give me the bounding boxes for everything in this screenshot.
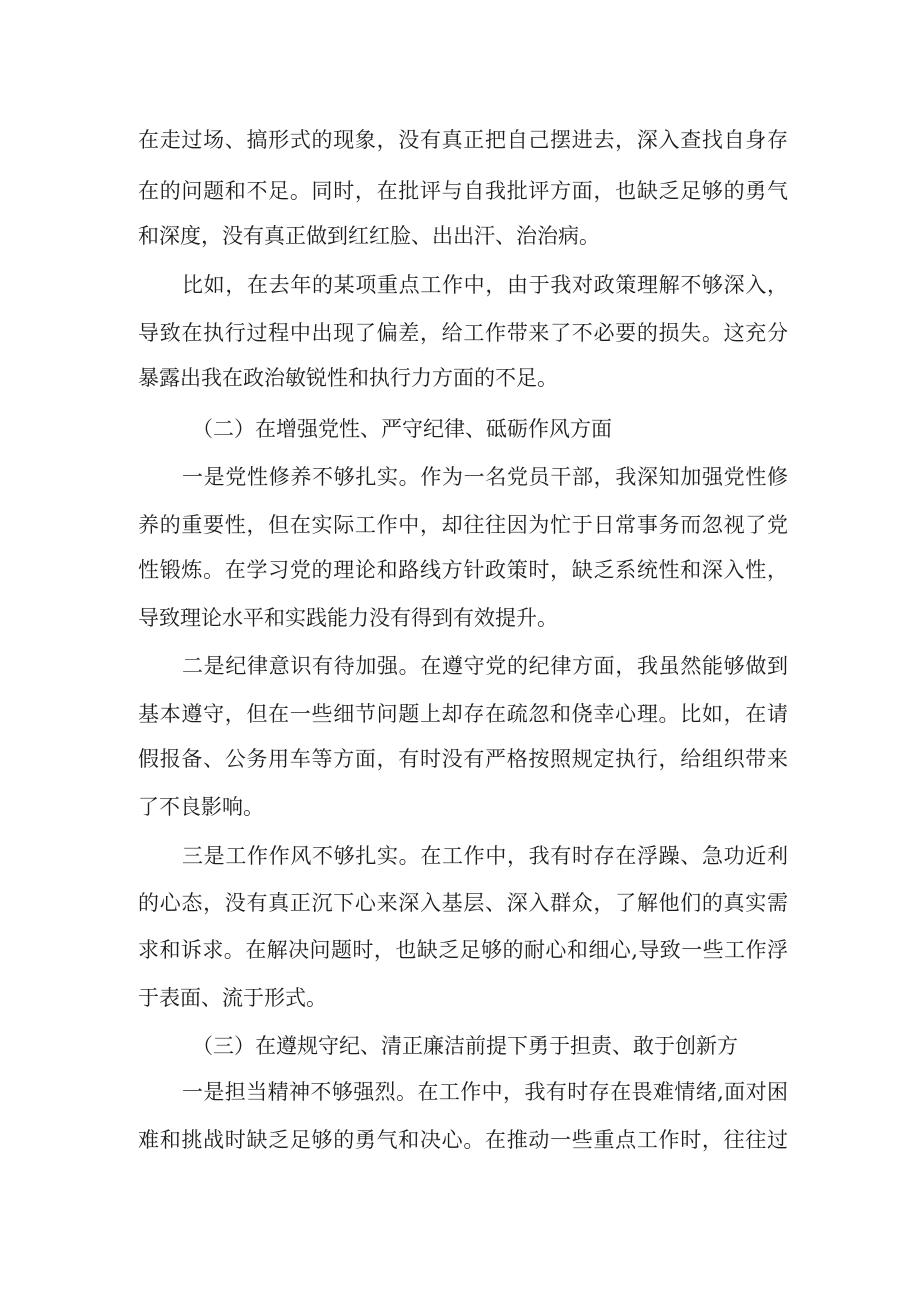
text-line: 养的重要性，但在实际工作中，却往往因为忙于日常事务而忽视了党 bbox=[138, 513, 788, 537]
text-line: 暴露出我在政治敏锐性和执行力方面的不足。 bbox=[138, 366, 558, 390]
text-line: 基本遵守，但在一些细节问题上却存在疏忽和侥幸心理。比如，在请 bbox=[138, 702, 788, 726]
text-line: 和深度，没有真正做到红红脸、出出汗、治治病。 bbox=[138, 224, 600, 248]
text-line: 于表面、流于形式。 bbox=[138, 986, 327, 1010]
text-line: 性锻炼。在学习党的理论和路线方针政策时，缺乏系统性和深入性， bbox=[138, 558, 788, 582]
paragraph-first-line: 二是纪律意识有待加强。在遵守党的纪律方面，我虽然能够做到 bbox=[182, 654, 788, 678]
text-line: 求和诉求。在解决问题时，也缺乏足够的耐心和细心,导致一些工作浮 bbox=[138, 938, 788, 962]
text-line: 在的问题和不足。同时，在批评与自我批评方面，也缺乏足够的勇气 bbox=[138, 179, 788, 203]
paragraph-first-line: 一是担当精神不够强烈。在工作中，我有时存在畏难情绪,面对困 bbox=[182, 1080, 788, 1104]
text-line: 假报备、公务用车等方面，有时没有严格按照规定执行，给组织带来 bbox=[138, 747, 788, 771]
paragraph-first-line: 比如，在去年的某项重点工作中，由于我对政策理解不够深入， bbox=[182, 273, 788, 297]
text-line: 在走过场、搞形式的现象，没有真正把自己摆进去，深入查找自身存 bbox=[138, 128, 788, 152]
paragraph-first-line: 三是工作作风不够扎实。在工作中，我有时存在浮躁、急功近利 bbox=[182, 844, 788, 868]
section-heading: （三）在遵规守纪、清正廉洁前提下勇于担责、敢于创新方 bbox=[192, 1034, 738, 1058]
text-line: 导致在执行过程中出现了偏差，给工作带来了不必要的损失。这充分 bbox=[138, 321, 788, 345]
text-line: 难和挑战时缺乏足够的勇气和决心。在推动一些重点工作时，往往过 bbox=[138, 1128, 788, 1152]
section-heading: （二）在增强党性、严守纪律、砥砺作风方面 bbox=[192, 417, 612, 441]
paragraph-first-line: 一是党性修养不够扎实。作为一名党员干部，我深知加强党性修 bbox=[182, 465, 788, 489]
text-line: 导致理论水平和实践能力没有得到有效提升。 bbox=[138, 606, 558, 630]
text-line: 了不良影响。 bbox=[138, 795, 264, 819]
text-line: 的心态，没有真正沉下心来深入基层、深入群众，了解他们的真实需 bbox=[138, 891, 788, 915]
